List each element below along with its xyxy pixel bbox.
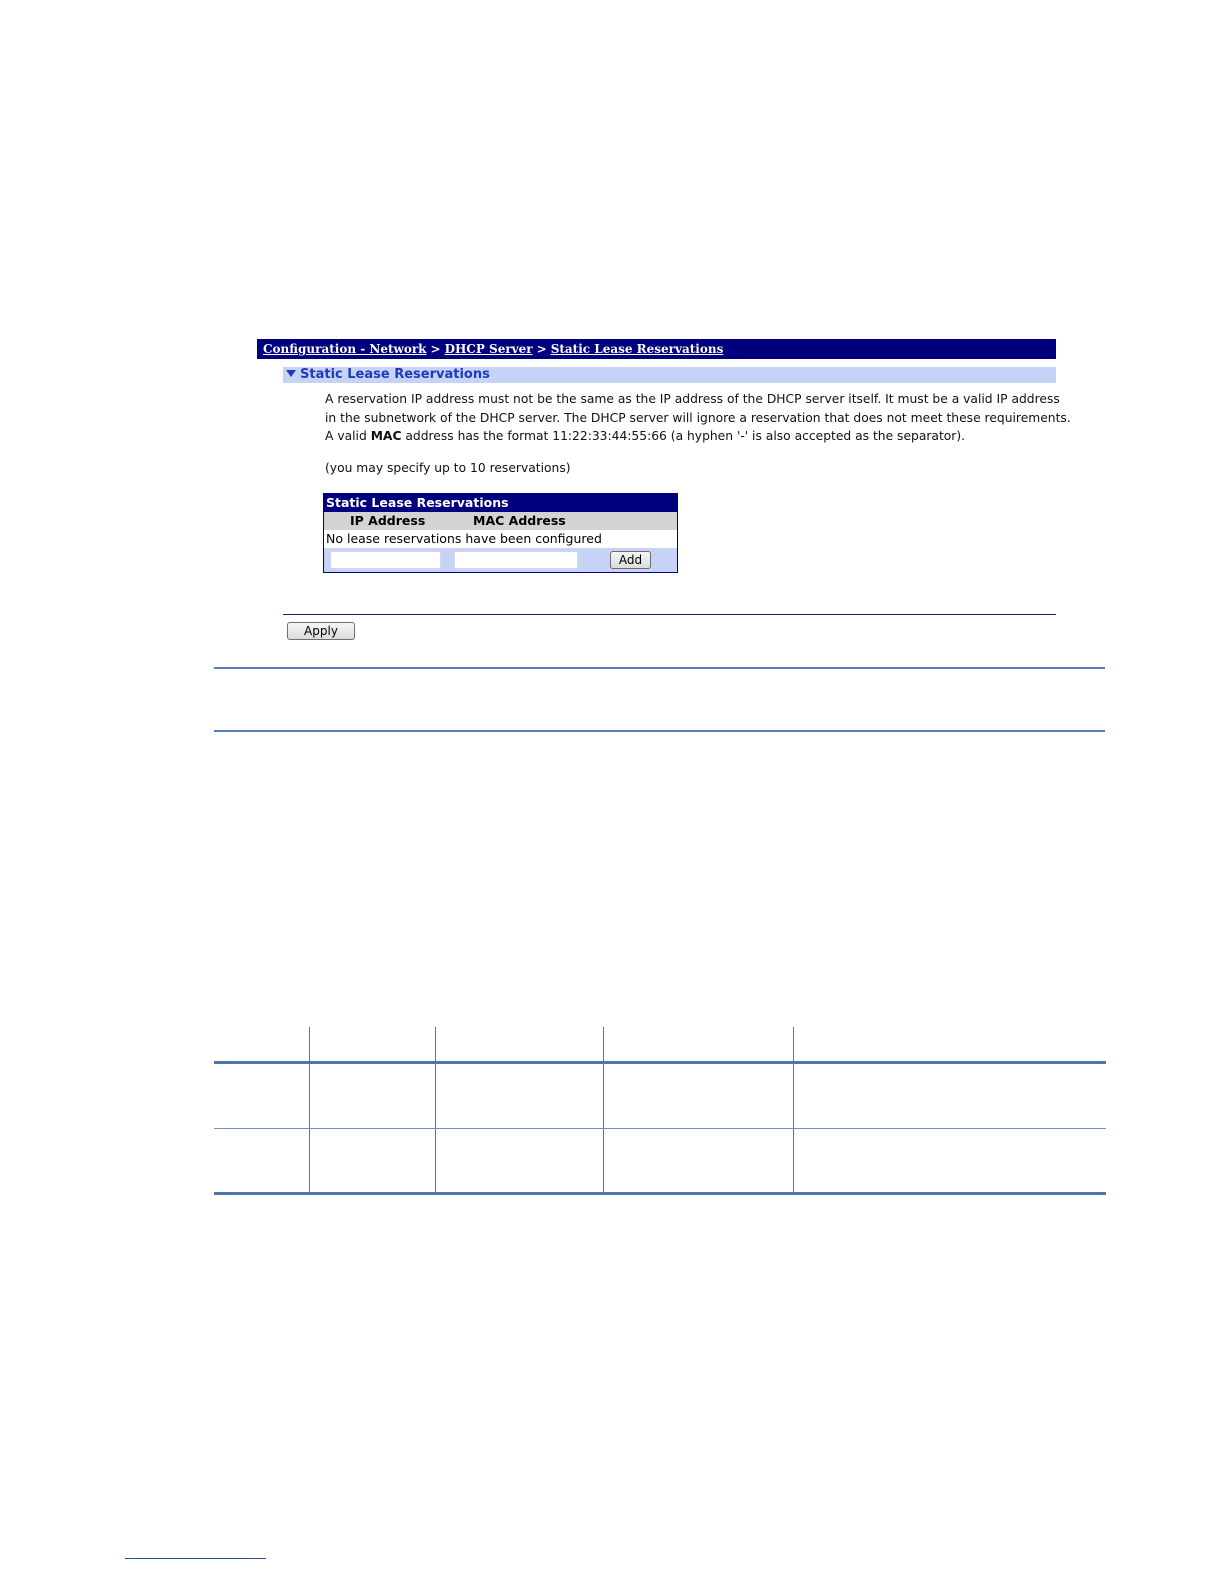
- document-divider: [214, 667, 1105, 669]
- apply-button[interactable]: Apply: [287, 622, 355, 640]
- document-divider: [214, 730, 1105, 732]
- description-text-fragment: A valid: [325, 429, 371, 443]
- mac-emphasis: MAC: [370, 429, 402, 443]
- add-reservation-button[interactable]: Add: [610, 551, 651, 569]
- breadcrumb-separator: >: [536, 342, 547, 356]
- collapse-triangle-icon: [286, 370, 296, 377]
- description-text-fragment: address has the format 11:22:33:44:55:66 (a hyphen '-' is also accepted as the separator).: [401, 429, 966, 443]
- breadcrumb-link-dhcp-server[interactable]: DHCP Server: [444, 342, 533, 356]
- breadcrumb-link-static-lease-reservations[interactable]: Static Lease Reservations: [550, 342, 724, 356]
- mac-address-input[interactable]: [454, 551, 578, 569]
- empty-table-message: No lease reservations have been configured: [326, 531, 602, 546]
- apply-divider: [283, 614, 1056, 615]
- breadcrumb-link-configuration-network[interactable]: Configuration - Network: [263, 342, 427, 356]
- table-row-divider: [214, 1128, 1106, 1129]
- description-text: [325, 390, 1071, 446]
- section-header-static-lease-reservations[interactable]: [283, 367, 1056, 383]
- new-reservation-row: [324, 548, 677, 572]
- description-line: A reservation IP address must not be the same as the IP address of the DHCP server itself. It must be a valid IP address: [325, 392, 1060, 406]
- column-header-ip-address: IP Address: [350, 513, 426, 528]
- table-top-border: [214, 1061, 1106, 1064]
- reservations-table: [323, 493, 678, 573]
- table-column-divider: [309, 1027, 310, 1194]
- table-column-divider: [793, 1027, 794, 1194]
- breadcrumb: [257, 339, 1056, 359]
- column-header-mac-address: MAC Address: [473, 513, 566, 528]
- table-title: Static Lease Reservations: [324, 494, 677, 512]
- section-title: Static Lease Reservations: [300, 367, 490, 382]
- description-line: [325, 427, 1071, 446]
- footnote-separator: [125, 1558, 266, 1559]
- reservation-limit-note: (you may specify up to 10 reservations): [325, 461, 571, 475]
- table-column-divider: [435, 1027, 436, 1194]
- table-column-divider: [603, 1027, 604, 1194]
- ip-address-input[interactable]: [330, 551, 441, 569]
- table-bottom-border: [214, 1192, 1106, 1195]
- table-header-row: [324, 512, 677, 530]
- description-line: in the subnetwork of the DHCP server. The DHCP server will ignore a reservation that does not meet these requirements.: [325, 410, 1071, 425]
- breadcrumb-separator: >: [430, 342, 441, 356]
